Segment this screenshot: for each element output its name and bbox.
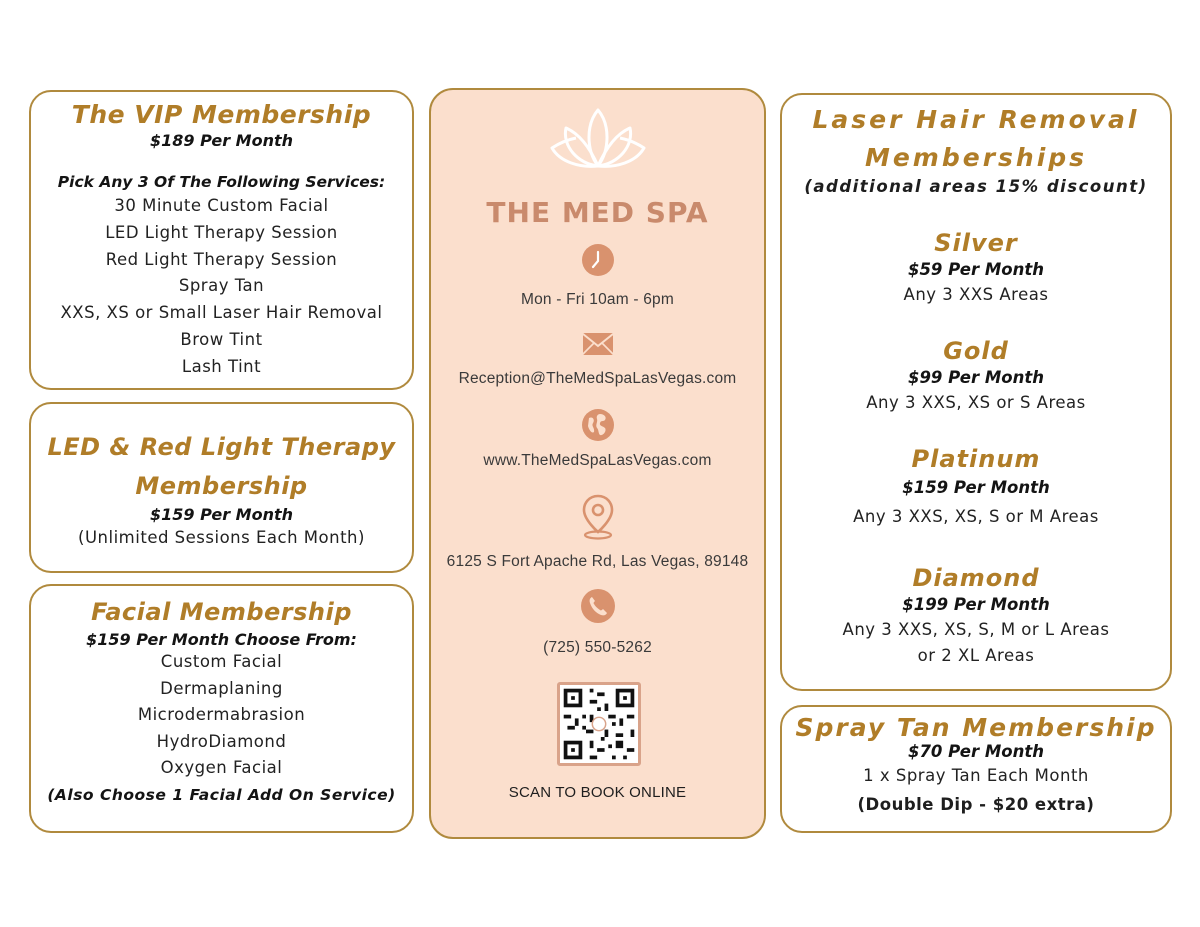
hours-text: Mon - Fri 10am - 6pm	[520, 291, 674, 308]
vip-service-item: Spray Tan	[178, 276, 265, 296]
phone-text: (725) 550-5262	[543, 639, 652, 656]
tier-areas: Any 3 XXS Areas	[903, 285, 1049, 304]
envelope-icon	[582, 332, 614, 356]
facial-option-item: Dermaplaning	[160, 678, 283, 698]
vip-membership-card	[29, 90, 414, 390]
vip-service-item: LED Light Therapy Session	[105, 222, 338, 242]
spray-extra: (Double Dip - $20 extra)	[857, 795, 1095, 814]
vip-price: $189 Per Month	[149, 131, 294, 150]
tier-name: Platinum	[911, 445, 1041, 473]
laser-subtitle: (additional areas 15% discount)	[804, 177, 1148, 196]
led-membership-card	[29, 402, 414, 573]
spray-detail: 1 x Spray Tan Each Month	[863, 766, 1089, 785]
facial-option-item: Custom Facial	[160, 652, 283, 671]
clock-icon	[581, 243, 615, 277]
tier-areas: Any 3 XXS, XS, S or M Areas	[853, 507, 1099, 526]
vip-service-item: Brow Tint	[180, 329, 263, 349]
vip-pick-heading: Pick Any 3 Of The Following Services:	[57, 173, 386, 191]
facial-addon: (Also Choose 1 Facial Add On Service)	[47, 785, 396, 804]
tier-diamond	[782, 564, 1170, 669]
globe-icon	[581, 408, 615, 442]
vip-service-item: 30 Minute Custom Facial	[114, 196, 329, 215]
vip-service-item: Red Light Therapy Session	[105, 249, 338, 269]
qr-code-icon	[560, 685, 638, 763]
led-note: (Unlimited Sessions Each Month)	[78, 528, 365, 547]
tier-name: Silver	[934, 229, 1018, 257]
led-price: $159 Per Month	[149, 505, 294, 524]
vip-title: The VIP Membership	[71, 100, 372, 129]
lotus-logo-icon	[550, 104, 646, 172]
led-title-line1: LED & Red Light Therapy	[47, 433, 396, 461]
qr-code[interactable]	[557, 682, 641, 766]
spa-name: THE MED SPA	[486, 196, 709, 229]
facial-membership-card	[29, 584, 414, 833]
tier-areas: Any 3 XXS, XS or S Areas	[866, 393, 1086, 412]
spray-price: $70 Per Month	[907, 742, 1045, 761]
led-title-line2: Membership	[135, 472, 308, 500]
website-text: www.TheMedSpaLasVegas.com	[483, 452, 712, 469]
address-text: 6125 S Fort Apache Rd, Las Vegas, 89148	[446, 553, 749, 570]
spray-title: Spray Tan Membership	[795, 713, 1157, 742]
facial-option-item: Microdermabrasion	[137, 705, 306, 725]
laser-title-line2: Memberships	[864, 143, 1088, 172]
scan-to-book-text: SCAN TO BOOK ONLINE	[508, 784, 687, 801]
laser-title-line1: Laser Hair Removal	[812, 105, 1140, 134]
facial-option-item: Oxygen Facial	[160, 758, 283, 778]
phone-icon	[580, 588, 616, 624]
tier-name: Diamond	[912, 564, 1040, 592]
tier-price: $99 Per Month	[907, 368, 1045, 387]
tier-areas-extra: or 2 XL Areas	[917, 646, 1035, 665]
email-text: Reception@TheMedSpaLasVegas.com	[458, 370, 737, 387]
vip-service-item: Lash Tint	[181, 356, 262, 376]
spa-info-panel	[429, 88, 766, 839]
facial-price: $159 Per Month Choose From:	[86, 630, 357, 649]
facial-title: Facial Membership	[91, 598, 352, 626]
location-pin-icon	[580, 494, 616, 540]
tier-name: Gold	[943, 337, 1009, 365]
tier-areas: Any 3 XXS, XS, S, M or L Areas	[842, 620, 1110, 639]
vip-service-item: XXS, XS or Small Laser Hair Removal	[60, 303, 383, 323]
tier-price: $59 Per Month	[907, 260, 1045, 279]
tier-silver	[782, 229, 1170, 308]
tier-price: $159 Per Month	[902, 478, 1050, 497]
tier-platinum	[782, 445, 1170, 530]
spray-tan-membership-card	[780, 705, 1172, 833]
tier-gold	[782, 337, 1170, 416]
tier-price: $199 Per Month	[902, 595, 1050, 614]
laser-hair-removal-card	[780, 93, 1172, 691]
facial-option-item: HydroDiamond	[156, 731, 287, 751]
